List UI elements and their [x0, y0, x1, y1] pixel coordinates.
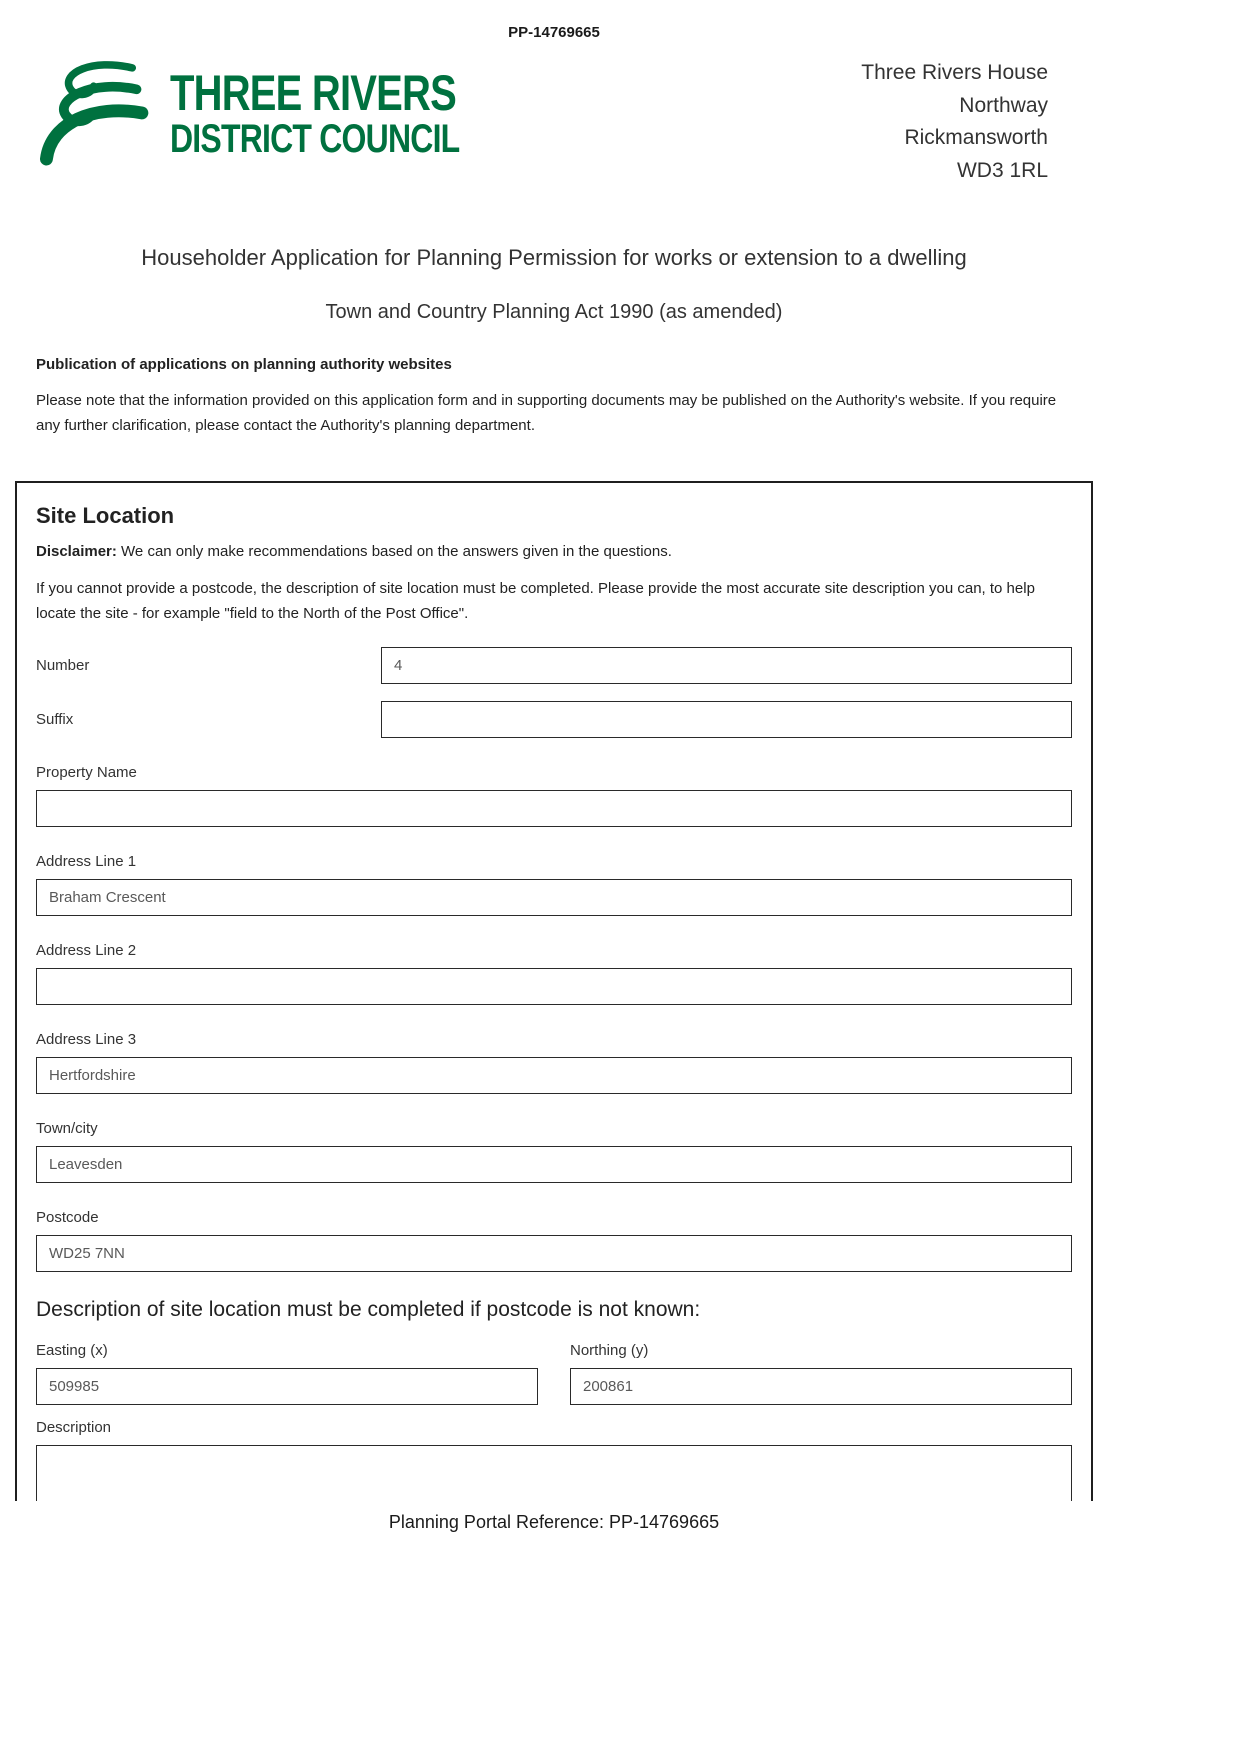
site-location-intro: If you cannot provide a postcode, the description of site location must be completed. Please provide the most accurate site description you can, to help locate the site - for example "field to the North of the Post Office".: [36, 579, 1035, 623]
property-name-input[interactable]: [36, 790, 1072, 827]
address-line-1-label: Address Line 1: [36, 852, 137, 870]
town-city-label: Town/city: [36, 1119, 98, 1137]
suffix-field-row: [36, 701, 1072, 738]
coordinates-row: [36, 1342, 1072, 1405]
address-line-1-input[interactable]: [36, 879, 1072, 916]
disclaimer-line: [36, 543, 1072, 560]
address-line: Rickmansworth: [904, 126, 1048, 150]
disclaimer-text: We can only make recommendations based on the answers given in the questions.: [116, 542, 672, 560]
council-address-block: [861, 53, 1048, 187]
postcode-input[interactable]: [36, 1235, 1072, 1272]
property-name-group: [36, 764, 1072, 827]
publication-heading: Publication of applications on planning authority websites: [36, 356, 452, 374]
easting-group: [36, 1342, 538, 1405]
publication-body: Please note that the information provided on this application form and in supporting documents may be published on the Authority's website. If you require any further clarification, please contact the Authority's planning department.: [36, 392, 1057, 434]
address-line: Northway: [959, 93, 1048, 117]
address-line-3-input[interactable]: [36, 1057, 1072, 1094]
site-location-section: [15, 481, 1093, 1501]
address-line-3-group: [36, 1031, 1072, 1094]
postcode-label: Postcode: [36, 1208, 99, 1226]
town-city-group: [36, 1120, 1072, 1183]
page-title: Householder Application for Planning Permission for works or extension to a dwelling: [141, 245, 967, 271]
logo-text-line2: DISTRICT COUNCIL: [170, 117, 460, 162]
suffix-label: Suffix: [36, 710, 74, 728]
portal-reference-top: PP-14769665: [508, 24, 600, 41]
address-line-3-label: Address Line 3: [36, 1030, 137, 1048]
description-textarea[interactable]: [36, 1445, 1072, 1501]
site-location-heading: Site Location: [36, 502, 175, 528]
suffix-input[interactable]: [381, 701, 1072, 738]
description-requirement-heading: Description of site location must be completed if postcode is not known:: [36, 1297, 701, 1321]
address-line-2-input[interactable]: [36, 968, 1072, 1005]
three-rivers-swoosh-icon: [40, 53, 158, 175]
northing-input[interactable]: [570, 1368, 1072, 1405]
northing-label: Northing (y): [570, 1341, 649, 1359]
town-city-input[interactable]: [36, 1146, 1072, 1183]
postcode-group: [36, 1209, 1072, 1272]
property-name-label: Property Name: [36, 763, 137, 781]
easting-input[interactable]: [36, 1368, 538, 1405]
address-line-2-label: Address Line 2: [36, 941, 137, 959]
number-field-row: [36, 647, 1072, 684]
description-group: [36, 1419, 1072, 1501]
document-header: [15, 47, 1093, 187]
number-input[interactable]: [381, 647, 1072, 684]
disclaimer-label: Disclaimer:: [36, 542, 117, 560]
page-subtitle: Town and Country Planning Act 1990 (as amended): [325, 301, 783, 324]
address-line: Three Rivers House: [861, 61, 1048, 84]
easting-label: Easting (x): [36, 1341, 108, 1359]
northing-group: [570, 1342, 1072, 1405]
number-label: Number: [36, 656, 90, 674]
planning-portal-reference-footer: Planning Portal Reference: PP-14769665: [388, 1512, 720, 1532]
logo-text-line1: THREE RIVERS: [170, 65, 457, 122]
address-line-1-group: [36, 853, 1072, 916]
address-line-2-group: [36, 942, 1072, 1005]
address-line: WD3 1RL: [956, 158, 1048, 182]
council-logo-text: [170, 67, 532, 161]
description-label: Description: [36, 1418, 112, 1436]
council-logo: [40, 53, 532, 175]
